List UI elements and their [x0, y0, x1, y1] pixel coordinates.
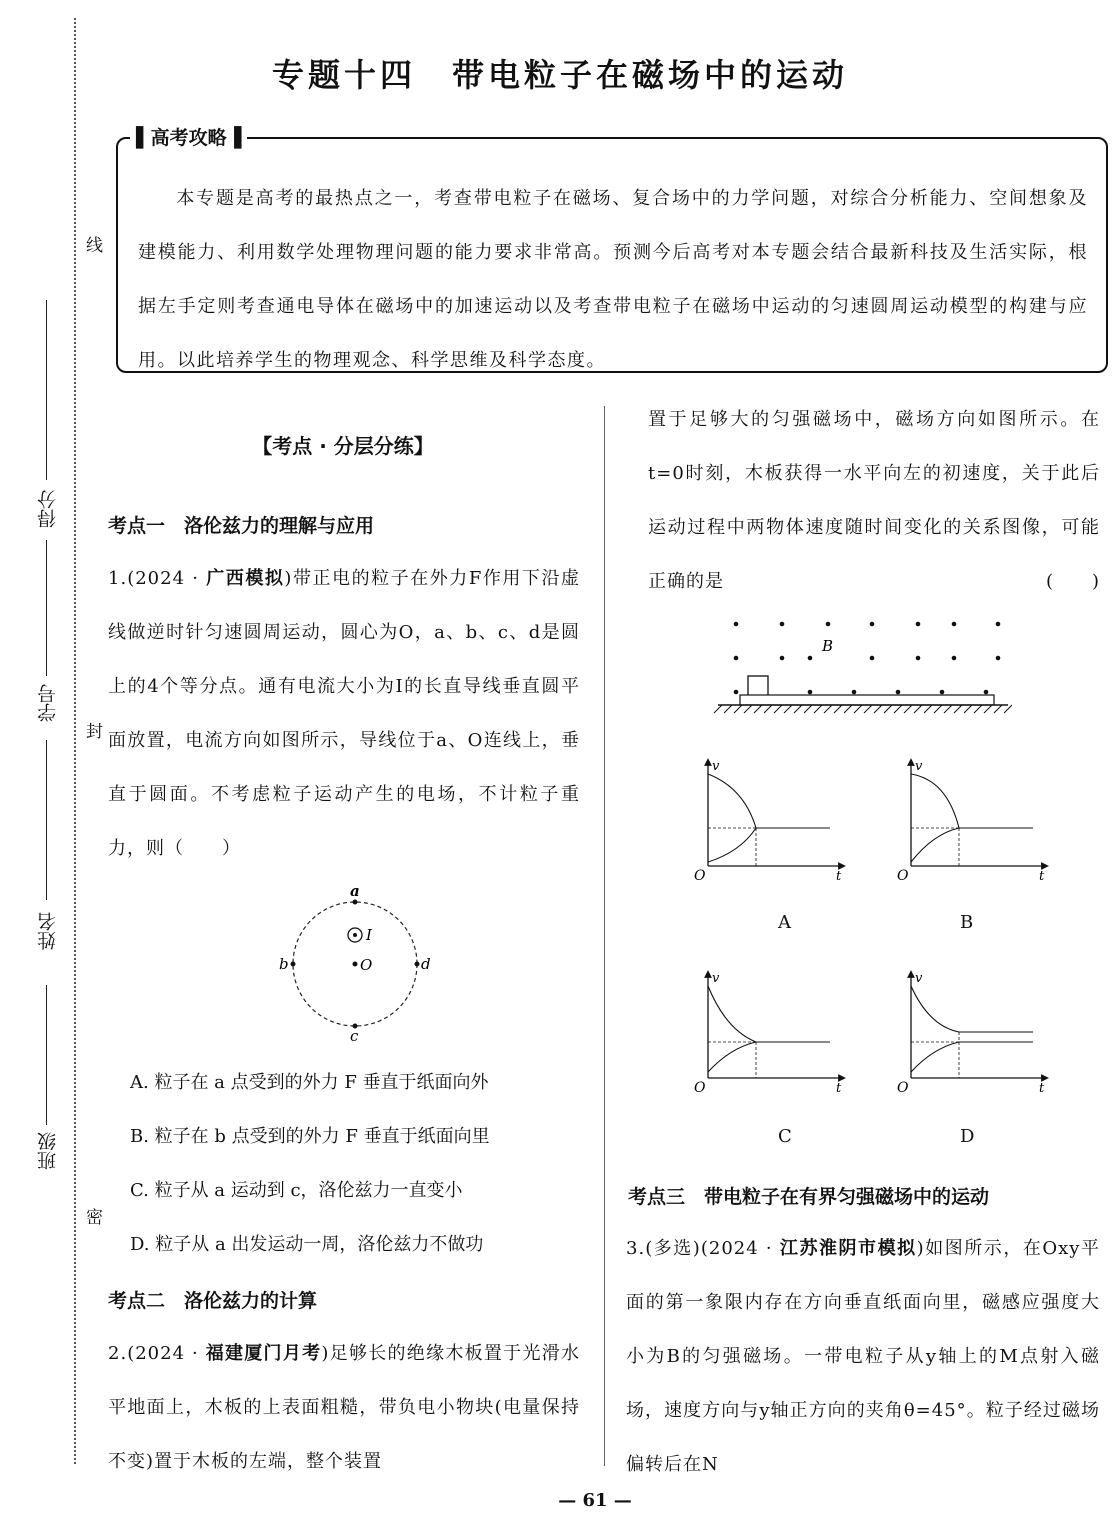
current-dot [353, 933, 357, 937]
board [740, 695, 994, 705]
label-bar-right: ▐ [226, 127, 242, 149]
point3-heading: 考点三 带电粒子在有界匀强磁场中的运动 [628, 1186, 990, 1208]
graph-a-o-label: O [694, 868, 706, 884]
q1-number: 1. [108, 568, 128, 589]
label-a: a [350, 882, 360, 900]
q3-source-pre: (2024 · [700, 1238, 780, 1259]
field-dots [734, 622, 1001, 695]
label-i: I [366, 926, 372, 944]
q1-option-a[interactable]: A. 粒子在 a 点受到的外力 F 垂直于纸面向外 [130, 1072, 489, 1093]
q1-option-c[interactable]: C. 粒子从 a 运动到 c，洛伦兹力一直变小 [130, 1180, 463, 1201]
page-number: — 61 — [558, 1490, 632, 1511]
graph-d-t-label: t [1039, 1081, 1045, 1096]
score-blank[interactable] [46, 300, 47, 480]
point2-heading: 考点二 洛伦兹力的计算 [108, 1290, 318, 1312]
graph-c[interactable] [690, 968, 860, 1098]
block [748, 676, 768, 696]
q1-stem: 带正电的粒子在外力F作用下沿虚线做逆时针匀速圆周运动，圆心为O，a、b、c、d是圆上的4个等分点。通有电流大小为I的长直导线垂直圆平面放置，电流方向如图所示，导线位于a、O连线上，垂直于圆面。不考虑粒子运动产生的电场，不计粒子重力，则（ ） [108, 568, 580, 859]
graph-a-label: A [778, 912, 791, 933]
score-label: 得分 [37, 490, 59, 528]
class-label: 班级 [37, 1132, 59, 1170]
strategy-paragraph: 本专题是高考的最热点之一，考查带电粒子在磁场、复合场中的力学问题，对综合分析能力、空间想象及建模能力、利用数学处理物理问题的能力要求非常高。预测今后高考对本专题会结合最新科技及生活实际，根据左手定则考查通电导体在磁场中的加速运动以及考查带电粒子在磁场中运动的匀速圆周运动模型的构建与应用。以此培养学生的物理观念、科学思维及科学态度。 [138, 188, 1088, 371]
q1-source-pre: (2024 · [127, 568, 207, 589]
q1-source: 广西模拟 [206, 568, 285, 589]
graph-a-t-label: t [836, 869, 842, 884]
graph-d[interactable] [893, 968, 1063, 1098]
class-blank[interactable] [46, 985, 47, 1125]
q2-answer-paren: ( ) [1045, 571, 1100, 592]
binding-dotted-line [74, 18, 76, 1464]
board-field-figure [712, 612, 1012, 722]
q2-source: 福建厦门月考 [205, 1343, 322, 1364]
q1-option-b[interactable]: B. 粒子在 b 点受到的外力 F 垂直于纸面向里 [130, 1126, 490, 1147]
question-2 [108, 1327, 580, 1489]
q3-stem: 如图所示，在Oxy平面的第一象限内存在方向垂直纸面向里，磁感应强度大小为B的匀强磁场。一带电粒子从y轴上的M点射入磁场，速度方向与y轴正方向的夹角θ=45°。粒子经过磁场偏转后在N [626, 1238, 1101, 1475]
name-label: 姓名 [37, 912, 59, 950]
student-id-blank[interactable] [46, 540, 47, 676]
q2-source-post: ) [321, 1343, 330, 1364]
q2-stem-right: 置于足够大的匀强磁场中，磁场方向如图所示。在t=0时刻，木板获得一水平向左的初速度，关于此后运动过程中两物体速度随时间变化的关系图像，可能正确的是 [648, 409, 1100, 592]
point-b-dot [291, 962, 296, 967]
q3-number: 3. [626, 1238, 646, 1259]
q2-source-pre: (2024 · [127, 1343, 206, 1364]
section-heading: 【考点 · 分层分练】 [252, 434, 434, 458]
label-b: b [279, 955, 289, 973]
q3-source: 江苏淮阴市模拟 [779, 1238, 917, 1259]
student-id-label: 学号 [37, 684, 59, 722]
graph-c-v-label: v [712, 971, 720, 986]
ground-hatch [714, 705, 1012, 713]
point-a-dot [353, 900, 358, 905]
q1-option-d[interactable]: D. 粒子从 a 出发运动一周，洛伦兹力不做功 [130, 1234, 484, 1255]
q1-source-post: ) [284, 568, 293, 589]
graph-c-o-label: O [694, 1080, 706, 1096]
field-label-b: B [822, 637, 834, 655]
point1-heading: 考点一 洛伦兹力的理解与应用 [108, 515, 375, 537]
q3-source-post: ) [916, 1238, 925, 1259]
q1-circle-figure [270, 880, 440, 1045]
page-title: 专题十四 带电粒子在磁场中的运动 [271, 56, 848, 94]
graph-d-label: D [960, 1126, 975, 1147]
graph-d-v-label: v [915, 971, 923, 986]
q2-continued [648, 393, 1100, 609]
label-c: c [350, 1027, 359, 1045]
question-1 [108, 552, 580, 876]
graph-b-o-label: O [897, 868, 909, 884]
name-blank[interactable] [46, 740, 47, 900]
column-divider [604, 406, 605, 1466]
strategy-text [138, 172, 1088, 388]
graph-a[interactable] [690, 756, 860, 886]
graph-a-v-label: v [712, 759, 720, 774]
margin-mark-secret: 密 [82, 1208, 102, 1225]
graph-d-o-label: O [897, 1080, 909, 1096]
graph-b-v-label: v [915, 759, 923, 774]
label-d: d [421, 955, 431, 973]
margin-mark-seal: 封 [82, 722, 102, 739]
q3-tag: (多选) [645, 1238, 701, 1259]
label-o: O [360, 956, 373, 974]
margin-mark-line: 线 [82, 236, 102, 253]
q2-stem-left: 足够长的绝缘木板置于光滑水平地面上，木板的上表面粗糙，带负电小物块(电量保持不变)置于木板的左端，整个装置 [108, 1343, 580, 1472]
label-bar-left: ▌ [136, 127, 151, 149]
point-d-dot [415, 962, 420, 967]
question-3 [626, 1222, 1100, 1492]
graph-b-label: B [960, 912, 974, 933]
graph-c-t-label: t [836, 1081, 842, 1096]
graph-c-label: C [778, 1126, 792, 1147]
q2-number: 2. [108, 1343, 128, 1364]
center-o-dot [353, 962, 358, 967]
graph-b[interactable] [893, 756, 1063, 886]
strategy-box-label [130, 123, 247, 150]
graph-b-t-label: t [1039, 869, 1045, 884]
q1-options [130, 1056, 590, 1272]
strategy-label-text: 高考攻略 [150, 127, 227, 149]
